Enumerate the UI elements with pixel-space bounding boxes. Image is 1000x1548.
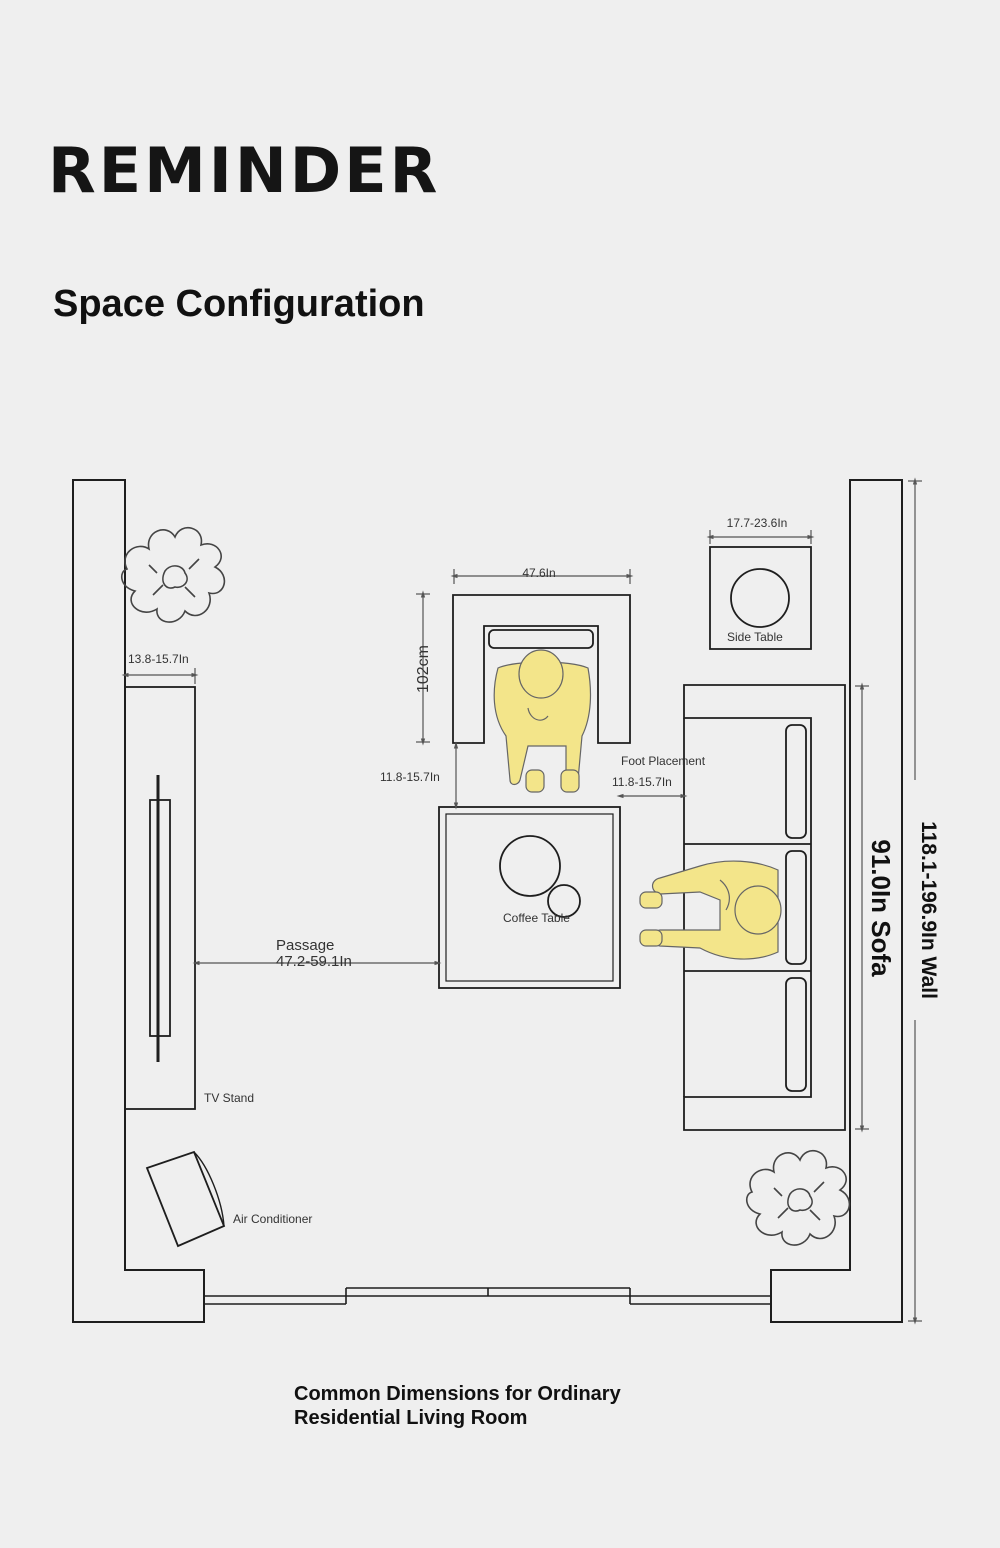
page-heading: REMINDER bbox=[48, 134, 441, 207]
person-icon bbox=[494, 650, 590, 792]
left-wall bbox=[73, 480, 204, 1322]
lamp-icon bbox=[731, 569, 789, 627]
television bbox=[150, 800, 170, 1036]
tv-stand-depth-dimension: 13.8-15.7In bbox=[128, 652, 189, 666]
wall-dimension: 118.1-196.9In Wall bbox=[917, 821, 940, 999]
chair-depth-dimension: 102cm bbox=[415, 644, 432, 694]
sliding-door bbox=[204, 1288, 771, 1304]
chair-width-dimension: 47.6In bbox=[522, 566, 556, 580]
tv-stand bbox=[125, 687, 195, 1109]
person-icon bbox=[640, 861, 781, 959]
tv-stand-label: TV Stand bbox=[204, 1091, 255, 1105]
caption bbox=[294, 1382, 621, 1430]
air-conditioner bbox=[147, 1152, 224, 1246]
side-table-dimension: 17.7-23.6In bbox=[726, 516, 788, 530]
chair-gap-dimension: 11.8-15.7In bbox=[380, 770, 440, 784]
dimension-lines bbox=[125, 481, 922, 1321]
side-table-label: Side Table bbox=[727, 630, 783, 644]
passage-dimension: 47.2-59.1In bbox=[276, 953, 352, 970]
plant-icon bbox=[747, 1151, 850, 1245]
coffee-table-label: Coffee Table bbox=[503, 911, 570, 925]
air-conditioner-label: Air Conditioner bbox=[233, 1212, 313, 1226]
foot-gap-dimension: 11.8-15.7In bbox=[612, 775, 672, 789]
section-title: Space Configuration bbox=[53, 283, 425, 325]
coffee-table bbox=[439, 807, 620, 988]
passage-label: Passage bbox=[276, 937, 335, 954]
plant-icon bbox=[122, 528, 225, 622]
foot-placement-label: Foot Placement bbox=[621, 754, 706, 768]
sofa-dimension: 91.0In Sofa bbox=[866, 839, 896, 977]
caption-line: Residential Living Room bbox=[294, 1407, 528, 1429]
caption-line: Common Dimensions for Ordinary bbox=[294, 1383, 621, 1405]
